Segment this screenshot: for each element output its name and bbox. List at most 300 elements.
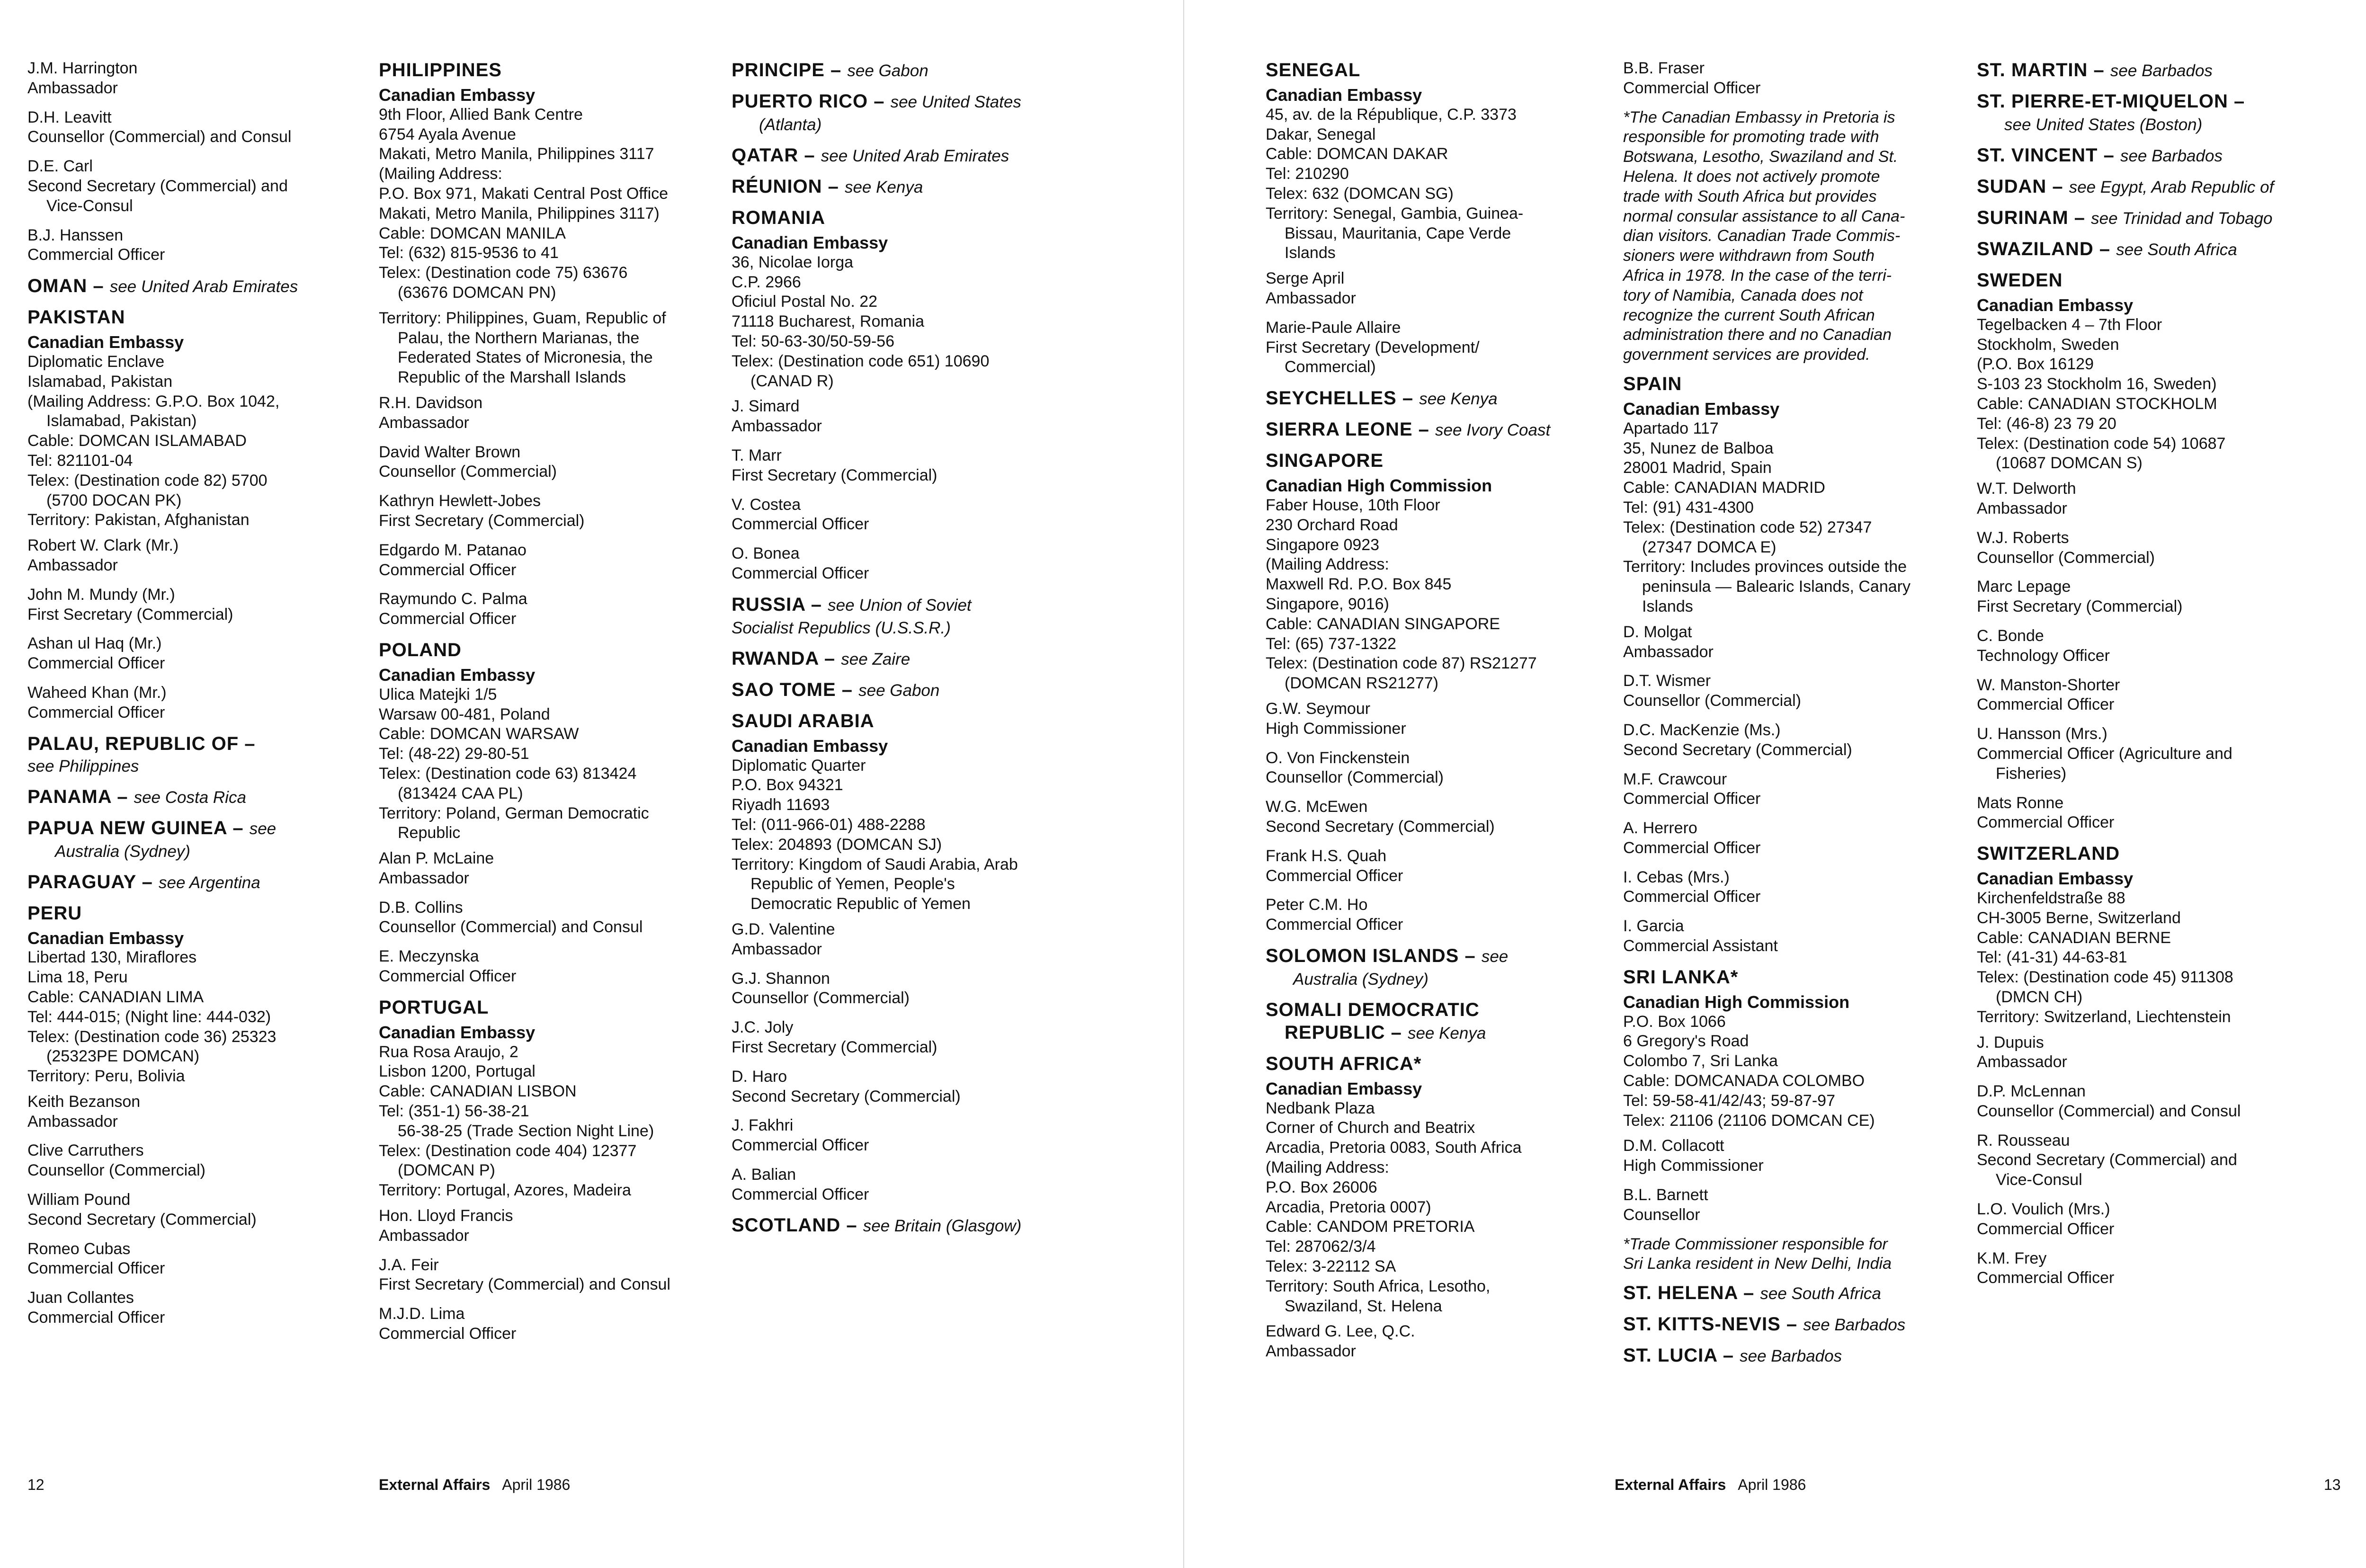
staff-entry: [379, 1206, 715, 1246]
address-line: Territory: Peru, Bolivia: [27, 1067, 185, 1086]
address-line: Tel: 821101-04: [27, 451, 133, 470]
staff-title: First Secretary (Commercial): [379, 511, 585, 530]
address-line: Islands: [1285, 244, 1336, 262]
staff-entry: [379, 947, 715, 987]
staff-title: Second Secretary (Commercial) and: [27, 177, 288, 195]
staff-title: Technology Officer: [1977, 646, 2110, 665]
office-title: Canadian Embassy: [1977, 869, 2134, 889]
address-line: Tel: (48-22) 29-80-51: [379, 745, 529, 763]
see-reference: see Gabon: [847, 62, 929, 80]
address-line: Warsaw 00-481, Poland: [379, 705, 550, 723]
address-line: (DMCN CH): [1996, 988, 2083, 1006]
address-line: Colombo 7, Sri Lanka: [1623, 1052, 1778, 1070]
left-footer-publication: External Affairs: [379, 1476, 491, 1493]
see-reference: see Barbados: [2120, 147, 2223, 165]
address-line: (Mailing Address:: [379, 165, 502, 183]
address-block: [27, 332, 364, 530]
country-heading-st-kitts-nevis: ST. KITTS-NEVIS – see Barbados: [1623, 1314, 1906, 1335]
see-reference: see Kenya: [1419, 390, 1498, 409]
country-heading-st-lucia: ST. LUCIA – see Barbados: [1623, 1345, 1842, 1366]
staff-title: Ambassador: [379, 1226, 469, 1245]
staff-title: Counsellor (Commercial): [1266, 768, 1444, 787]
left-page-number: 12: [27, 1476, 45, 1493]
staff-name: L.O. Voulich (Mrs.): [1977, 1200, 2110, 1219]
address-line: Rua Rosa Araujo, 2: [379, 1042, 518, 1061]
staff-name: Kathryn Hewlett-Jobes: [379, 492, 541, 510]
staff-name: Waheed Khan (Mr.): [27, 683, 167, 702]
address-line: Makati, Metro Manila, Philippines 3117: [379, 145, 654, 163]
address-line: Kirchenfeldstraße 88: [1977, 889, 2125, 907]
address-line: Telex: 3-22112 SA: [1266, 1257, 1396, 1276]
staff-entry: [1977, 1033, 2313, 1073]
address-block: [1623, 992, 1959, 1131]
address-line: (25323PE DOMCAN): [46, 1047, 200, 1066]
staff-name: M.J.D. Lima: [379, 1305, 465, 1323]
staff-name: W.G. McEwen: [1266, 798, 1368, 816]
address-line: Cable: CANDOM PRETORIA: [1266, 1218, 1475, 1236]
address-block: [1977, 869, 2313, 1027]
country-name: PAKISTAN: [27, 307, 125, 328]
staff-entry: [1623, 917, 1959, 956]
office-title: Canadian Embassy: [1266, 85, 1422, 105]
address-line: Territory: Switzerland, Liechtenstein: [1977, 1007, 2231, 1026]
staff-entry: [1977, 577, 2313, 617]
staff-entry: [27, 226, 364, 266]
staff-entry: [1623, 1185, 1959, 1225]
address-line: Islamabad, Pakistan: [27, 372, 173, 391]
page-gutter: [1183, 0, 1184, 1568]
right-footer-date: April 1986: [1738, 1476, 1806, 1493]
address-line: Tel: (41-31) 44-63-81: [1977, 948, 2127, 967]
staff-entry: [27, 108, 364, 148]
staff-title: High Commissioner: [1623, 1157, 1764, 1175]
staff-title: Second Secretary (Commercial): [732, 1087, 961, 1105]
country-name: SWAZILAND: [1977, 239, 2094, 259]
address-line: 9th Floor, Allied Bank Centre: [379, 105, 583, 124]
right-footer: [1615, 1476, 1806, 1494]
staff-name: Marie-Paule Allaire: [1266, 318, 1401, 337]
left-footer-date: April 1986: [502, 1476, 571, 1493]
country-heading-rwanda: RWANDA – see Zaire: [732, 648, 911, 669]
country-name: SOLOMON ISLANDS: [1266, 945, 1459, 966]
footnote-line: sioners were withdrawn from South: [1623, 247, 1875, 265]
left-column-3: [732, 59, 1068, 1241]
office-title: Canadian Embassy: [27, 928, 184, 948]
address-line: (5700 DOCAN PK): [46, 491, 182, 509]
see-reference: see Union of Soviet: [828, 596, 972, 615]
address-line: Arcadia, Pretoria 0007): [1266, 1198, 1431, 1216]
staff-title: Commercial Officer: [1977, 1220, 2115, 1238]
see-reference: see Britain (Glasgow): [863, 1217, 1022, 1236]
address-block: [27, 928, 364, 1087]
country-heading-surinam: SURINAM – see Trinidad and Tobago: [1977, 207, 2273, 228]
address-line: Faber House, 10th Floor: [1266, 496, 1440, 514]
address-line: Cable: CANADIAN STOCKHOLM: [1977, 394, 2217, 413]
staff-name: J.C. Joly: [732, 1018, 794, 1037]
staff-entry: [379, 541, 715, 580]
staff-name: V. Costea: [732, 495, 801, 514]
address-line: Territory: Includes provinces outside the: [1623, 558, 1907, 576]
address-line: P.O. Box 94321: [732, 776, 843, 794]
country-heading-oman: OMAN – see United Arab Emirates: [27, 276, 298, 297]
see-reference: see Argentina: [159, 873, 260, 892]
country-name: SUDAN: [1977, 176, 2047, 197]
address-line: Bissau, Mauritania, Cape Verde: [1285, 224, 1511, 242]
country-name: RUSSIA: [732, 594, 805, 615]
country-heading-sri-lanka: [1623, 966, 1959, 989]
address-line: 35, Nunez de Balboa: [1623, 439, 1774, 457]
address-line: Tel: (632) 815-9536 to 41: [379, 244, 559, 262]
country-name: PERU: [27, 902, 82, 924]
staff-title: First Secretary (Commercial) and Consul: [379, 1275, 670, 1294]
country-name: PARAGUAY: [27, 871, 136, 892]
staff-title: Vice-Consul: [1996, 1171, 2082, 1189]
country-name: SEYCHELLES: [1266, 388, 1397, 409]
staff-title: First Secretary (Commercial): [732, 466, 937, 484]
staff-name: B.J. Hanssen: [27, 226, 124, 244]
address-line: Territory: Poland, German Democratic: [379, 804, 649, 822]
address-line: CH-3005 Berne, Switzerland: [1977, 909, 2181, 927]
country-name: OMAN: [27, 276, 88, 297]
address-line: (P.O. Box 16129: [1977, 355, 2094, 374]
address-line: Telex: (Destination code 82) 5700: [27, 471, 268, 490]
address-line: Singapore 0923: [1266, 535, 1380, 554]
address-line: Arcadia, Pretoria 0083, South Africa: [1266, 1139, 1522, 1157]
left-column-2: [379, 59, 715, 1354]
staff-title: Ambassador: [1977, 1053, 2067, 1071]
country-name: PANAMA: [27, 786, 112, 807]
address-line: Libertad 130, Miraflores: [27, 948, 197, 967]
staff-entry: [27, 1141, 364, 1181]
address-line: (27347 DOMCA E): [1642, 538, 1777, 556]
address-line: Maxwell Rd. P.O. Box 845: [1266, 575, 1452, 594]
address-line: 56-38-25 (Trade Section Night Line): [398, 1122, 654, 1140]
see-reference-cont: Socialist Republics (U.S.S.R.): [732, 618, 951, 637]
staff-name: B.L. Barnett: [1623, 1186, 1708, 1204]
staff-entry: [732, 544, 1068, 584]
address-line: Tel: 287062/3/4: [1266, 1238, 1376, 1256]
address-line: Territory: Pakistan, Afghanistan: [27, 511, 250, 529]
staff-title: Commercial Officer: [379, 967, 517, 986]
country-heading-saudi-arabia: [732, 710, 1068, 732]
address-line: (Mailing Address:: [1266, 555, 1389, 574]
right-column-3: [1977, 59, 2313, 1298]
address-line: Cable: DOMCAN DAKAR: [1266, 145, 1448, 163]
staff-entry: [27, 1288, 364, 1328]
country-name: SOUTH AFRICA*: [1266, 1053, 1422, 1074]
address-line: Telex: (Destination code 63) 813424: [379, 764, 637, 783]
staff-entry: [1623, 623, 1959, 662]
staff-title: Commercial Officer: [732, 1185, 869, 1203]
office-title: Canadian Embassy: [1266, 1078, 1422, 1098]
country-name: ST. PIERRE-ET-MIQUELON: [1977, 91, 2228, 112]
office-title: Canadian High Commission: [1623, 992, 1850, 1012]
staff-title: Counsellor (Commercial) and Consul: [27, 128, 292, 146]
footnote-line: responsible for promoting trade with: [1623, 128, 1879, 146]
country-name: QATAR: [732, 145, 799, 166]
staff-name: O. Von Finckenstein: [1266, 748, 1410, 767]
staff-title: Commercial Officer: [1623, 790, 1761, 808]
staff-entry: [732, 1018, 1068, 1058]
staff-title: Commercial Officer: [379, 610, 517, 628]
staff-entry: [379, 589, 715, 629]
address-line: Lima 18, Peru: [27, 968, 128, 987]
staff-title: High Commissioner: [1266, 719, 1406, 738]
staff-entry: [1266, 1322, 1602, 1362]
country-heading-st-helena: ST. HELENA – see South Africa: [1623, 1283, 1881, 1304]
staff-name: W.J. Roberts: [1977, 528, 2069, 547]
staff-entry: [27, 536, 364, 576]
staff-name: A. Balian: [732, 1165, 796, 1184]
see-reference: see United Arab Emirates: [109, 277, 298, 296]
country-heading-palau-republic-of: [27, 732, 364, 778]
address-line: Territory: South Africa, Lesotho,: [1266, 1277, 1491, 1295]
staff-title: Second Secretary (Commercial) and: [1977, 1151, 2237, 1169]
address-block: [1266, 476, 1602, 694]
country-heading-st-martin: ST. MARTIN – see Barbados: [1977, 60, 2213, 80]
country-heading-puerto-rico: PUERTO RICO – see United States (Atlanta): [732, 90, 1068, 136]
see-reference: see Barbados: [1740, 1347, 1842, 1366]
address-line: Cable: CANADIAN SINGAPORE: [1266, 615, 1500, 633]
country-heading-st-pierre-et-miquelon: ST. PIERRE-ET-MIQUELON – see United States (Boston): [1977, 90, 2313, 136]
staff-entry: [1977, 1200, 2313, 1239]
country-heading-principe: PRINCIPE – see Gabon: [732, 60, 929, 80]
address-block: [732, 736, 1068, 914]
staff-entry: [1977, 793, 2313, 833]
staff-name: Alan P. McLaine: [379, 849, 494, 868]
office-title: Canadian Embassy: [1977, 295, 2134, 315]
address-line: Islands: [1642, 597, 1693, 615]
staff-name: B.B. Fraser: [1623, 59, 1705, 77]
staff-name: A. Herrero: [1623, 819, 1697, 837]
address-line: Diplomatic Quarter: [732, 756, 866, 775]
address-line: (10687 DOMCAN S): [1996, 454, 2143, 472]
staff-name: Marc Lepage: [1977, 578, 2071, 596]
country-heading-sweden: [1977, 269, 2313, 292]
staff-name: D.T. Wismer: [1623, 672, 1711, 690]
office-title: Canadian High Commission: [1266, 476, 1492, 496]
country-heading-r-union: RÉUNION – see Kenya: [732, 176, 923, 197]
staff-entry: [379, 1256, 715, 1295]
staff-name: W.T. Delworth: [1977, 480, 2076, 498]
country-heading-seychelles: SEYCHELLES – see Kenya: [1266, 388, 1498, 409]
staff-name: D.C. MacKenzie (Ms.): [1623, 721, 1781, 739]
country-heading-philippines: [379, 59, 715, 81]
address-line: Republic of the Marshall Islands: [398, 368, 626, 387]
staff-title: Vice-Consul: [46, 196, 133, 215]
staff-name: Robert W. Clark (Mr.): [27, 536, 179, 555]
footnote-line: Sri Lanka resident in New Delhi, India: [1623, 1255, 1892, 1273]
address-line: Telex: 204893 (DOMCAN SJ): [732, 835, 942, 854]
staff-name: J.A. Feir: [379, 1256, 439, 1274]
staff-title: Commercial Officer: [1623, 888, 1761, 906]
see-reference: see: [1481, 947, 1509, 966]
staff-entry: [1623, 819, 1959, 858]
staff-title: Commercial Officer: [27, 246, 165, 264]
staff-entry: [732, 397, 1068, 437]
staff-name: John M. Mundy (Mr.): [27, 585, 175, 604]
office-title: Canadian Embassy: [379, 1022, 536, 1042]
address-line: (813424 CAA PL): [398, 784, 523, 802]
staff-title: Commercial Officer: [1977, 813, 2115, 832]
staff-entry: [732, 1165, 1068, 1205]
country-name: SURINAM: [1977, 207, 2069, 228]
staff-entry: [1266, 269, 1602, 309]
staff-name: Edgardo M. Patanao: [379, 541, 527, 559]
staff-entry: [1623, 59, 1959, 98]
staff-title: Ambassador: [1623, 642, 1714, 661]
staff-title: Commercial Officer: [1977, 1269, 2115, 1287]
see-reference-cont: (Atlanta): [759, 116, 822, 134]
see-reference: see United States: [890, 93, 1021, 111]
address-line: (63676 DOMCAN PN): [398, 283, 556, 302]
staff-name: M.F. Crawcour: [1623, 770, 1727, 788]
footnote-line: normal consular assistance to all Cana-: [1623, 207, 1905, 225]
staff-name: Hon. Lloyd Francis: [379, 1207, 513, 1225]
staff-entry: [732, 446, 1068, 486]
see-reference: see South Africa: [2116, 241, 2237, 259]
country-heading-swaziland: SWAZILAND – see South Africa: [1977, 239, 2237, 259]
country-heading-pakistan: [27, 306, 364, 329]
address-line: Tel: (011-966-01) 488-2288: [732, 815, 926, 834]
see-reference: see Gabon: [858, 681, 940, 700]
address-line: Dakar, Senegal: [1266, 125, 1376, 143]
staff-name: William Pound: [27, 1191, 131, 1209]
address-line: Cable: CANADIAN MADRID: [1623, 479, 1825, 497]
staff-name: G.D. Valentine: [732, 920, 835, 938]
country-heading-south-africa: [1266, 1052, 1602, 1075]
left-column-1: [27, 59, 364, 1337]
staff-title: Ambassador: [732, 940, 822, 958]
country-name: PALAU, REPUBLIC OF –: [27, 733, 256, 754]
staff-name: T. Marr: [732, 446, 782, 464]
country-name: SIERRA LEONE: [1266, 419, 1413, 440]
office-title: Canadian Embassy: [732, 736, 888, 756]
staff-title: Ambassador: [27, 79, 118, 97]
staff-title: Commercial Officer: [27, 1259, 165, 1278]
address-line: Territory: Portugal, Azores, Madeira: [379, 1181, 631, 1200]
staff-name: Edward G. Lee, Q.C.: [1266, 1322, 1415, 1341]
country-heading-scotland: SCOTLAND – see Britain (Glasgow): [732, 1215, 1022, 1236]
staff-name: J. Simard: [732, 397, 800, 416]
address-line: Stockholm, Sweden: [1977, 335, 2119, 354]
staff-title: First Secretary (Commercial): [27, 605, 233, 624]
staff-title: First Secretary (Commercial): [732, 1038, 937, 1056]
address-line: Lisbon 1200, Portugal: [379, 1062, 536, 1081]
staff-title: Ambassador: [379, 869, 469, 887]
see-reference-cont: see United States (Boston): [2004, 116, 2203, 134]
country-heading-portugal: [379, 996, 715, 1019]
address-line: Tel: (91) 431-4300: [1623, 498, 1754, 517]
staff-entry: [27, 1190, 364, 1230]
staff-title: Ambassador: [1266, 1342, 1356, 1361]
address-line: Makati, Metro Manila, Philippines 3117): [379, 204, 660, 223]
staff-name: Juan Collantes: [27, 1289, 134, 1307]
address-line: Oficiul Postal No. 22: [732, 293, 878, 311]
footnote-line: trade with South Africa but provides: [1623, 187, 1877, 205]
right-footer-publication: External Affairs: [1615, 1476, 1726, 1493]
country-heading-singapore: [1266, 449, 1602, 472]
address-line: (Mailing Address: G.P.O. Box 1042,: [27, 392, 280, 410]
footnote-line: Botswana, Lesotho, Swaziland and St.: [1623, 148, 1898, 166]
staff-entry: [27, 59, 364, 98]
address-line: Cable: DOMCAN WARSAW: [379, 725, 579, 743]
country-name: PHILIPPINES: [379, 60, 502, 80]
staff-entry: [1977, 479, 2313, 519]
address-line: Swaziland, St. Helena: [1285, 1297, 1442, 1315]
staff-entry: [732, 1116, 1068, 1156]
staff-entry: [379, 1304, 715, 1344]
staff-title: First Secretary (Commercial): [1977, 597, 2183, 616]
address-line: Republic of Yemen, People's: [750, 875, 955, 893]
staff-title: Commercial Assistant: [1623, 937, 1778, 955]
staff-title: Commercial Officer: [379, 1325, 517, 1343]
staff-entry: [1977, 1249, 2313, 1289]
staff-title: Commercial Officer: [1977, 695, 2115, 714]
staff-title: Commercial Officer (Agriculture and: [1977, 744, 2232, 763]
country-name: RWANDA: [732, 648, 819, 669]
staff-title: Commercial Officer: [1266, 916, 1403, 934]
right-column-1: [1266, 59, 1602, 1371]
address-line: Islamabad, Pakistan): [46, 412, 197, 430]
address-line: 36, Nicolae Iorga: [732, 253, 854, 271]
country-heading-spain: [1623, 373, 1959, 395]
address-line: Telex: (Destination code 404) 12377: [379, 1141, 637, 1160]
address-block: [379, 309, 715, 388]
staff-title: Commercial Officer: [1266, 866, 1403, 885]
address-line: Tel: 444-015; (Night line: 444-032): [27, 1007, 271, 1026]
footnote: [1623, 108, 1959, 365]
staff-entry: [1623, 1136, 1959, 1176]
staff-title: Commercial Officer: [732, 564, 869, 582]
see-reference: see Kenya: [1407, 1024, 1486, 1042]
staff-name: R.H. Davidson: [379, 393, 483, 412]
staff-title: Ambassador: [27, 1112, 118, 1131]
staff-name: Ashan ul Haq (Mr.): [27, 634, 162, 653]
address-line: Palau, the Northern Marianas, the: [398, 329, 640, 347]
right-page-number: 13: [2324, 1476, 2341, 1493]
staff-title: Commercial): [1285, 358, 1376, 376]
staff-entry: [1266, 846, 1602, 886]
address-line: (DOMCAN P): [398, 1161, 495, 1180]
see-reference: see Philippines: [27, 757, 139, 775]
staff-title: Counsellor (Commercial): [1977, 548, 2155, 567]
address-line: P.O. Box 26006: [1266, 1178, 1377, 1196]
staff-name: I. Garcia: [1623, 917, 1684, 935]
country-heading-senegal: [1266, 59, 1602, 81]
country-name: ST. KITTS-NEVIS: [1623, 1314, 1781, 1335]
see-reference: see Barbados: [2110, 62, 2213, 80]
address-line: Cable: CANADIAN BERNE: [1977, 928, 2171, 947]
office-title: Canadian Embassy: [379, 665, 536, 685]
staff-name: K.M. Frey: [1977, 1249, 2047, 1267]
staff-name: D.B. Collins: [379, 898, 463, 917]
address-line: Diplomatic Enclave: [27, 352, 165, 371]
staff-entry: [732, 1067, 1068, 1107]
staff-name: Raymundo C. Palma: [379, 590, 527, 608]
indent-spacer: [1266, 1022, 1285, 1043]
address-block: [1623, 399, 1959, 617]
footnote-line: *The Canadian Embassy in Pretoria is: [1623, 108, 1895, 126]
staff-title: Counsellor (Commercial): [1623, 692, 1801, 710]
office-title: Canadian Embassy: [1623, 399, 1780, 419]
address-line: 230 Orchard Road: [1266, 516, 1398, 534]
address-block: [379, 665, 715, 843]
country-heading-sao-tome: SAO TOME – see Gabon: [732, 679, 940, 700]
footnote-line: administration there and no Canadian: [1623, 326, 1892, 344]
country-heading-romania: [732, 206, 1068, 229]
staff-entry: [27, 634, 364, 674]
